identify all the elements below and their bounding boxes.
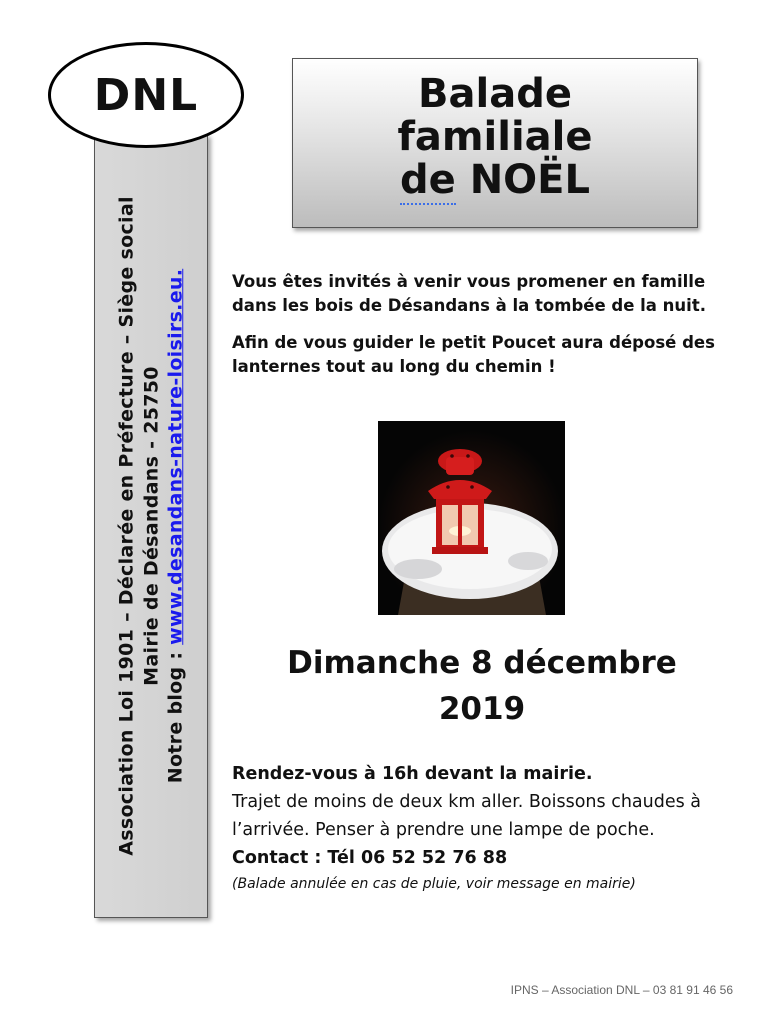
- lantern-photo: [378, 421, 565, 615]
- sidebar-text: [114, 146, 188, 906]
- cancellation-note: (Balade annulée en cas de pluie, voir message en mairie): [232, 876, 636, 892]
- title-line-2: familiale: [397, 114, 593, 160]
- event-date: [232, 640, 732, 732]
- title-de: de: [400, 157, 456, 203]
- title-noel: NOËL: [455, 157, 590, 203]
- intro-paragraph-1: Vous êtes invités à venir vous promener en famille dans les bois de Désandans à la tombée de la nuit.: [232, 272, 706, 315]
- event-date-line-2: 2019: [438, 691, 526, 727]
- sidebar-line-blog: [163, 146, 188, 906]
- sidebar-line-association: Association Loi 1901 – Déclarée en Préfecture – Siège social: [115, 196, 138, 856]
- title-line-1: Balade: [418, 71, 572, 117]
- event-info: [232, 760, 752, 896]
- sidebar-line-mairie: Mairie de Désandans - 25750: [139, 366, 162, 686]
- dnl-logo: DNL: [48, 42, 244, 148]
- intro-text: [232, 270, 752, 392]
- lantern-image: [378, 421, 565, 615]
- intro-paragraph-2: Afin de vous guider le petit Poucet aura déposé des lanternes tout au long du chemin !: [232, 333, 715, 376]
- page-title: [292, 58, 698, 228]
- sidebar-banner: [94, 134, 208, 918]
- event-date-line-1: Dimanche 8 décembre: [287, 645, 677, 681]
- blog-label: Notre blog :: [164, 644, 187, 784]
- blog-link[interactable]: www.desandans-nature-loisirs.eu.: [164, 268, 187, 645]
- title-line-3: [293, 159, 697, 202]
- trip-details: Trajet de moins de deux km aller. Boissons chaudes à l’arrivée. Penser à prendre une lampe de poche.: [232, 792, 702, 840]
- contact-phone: Contact : Tél 06 52 52 76 88: [232, 848, 508, 868]
- footer-ipns: IPNS – Association DNL – 03 81 91 46 56: [510, 983, 733, 997]
- meeting-point: Rendez-vous à 16h devant la mairie.: [232, 764, 593, 784]
